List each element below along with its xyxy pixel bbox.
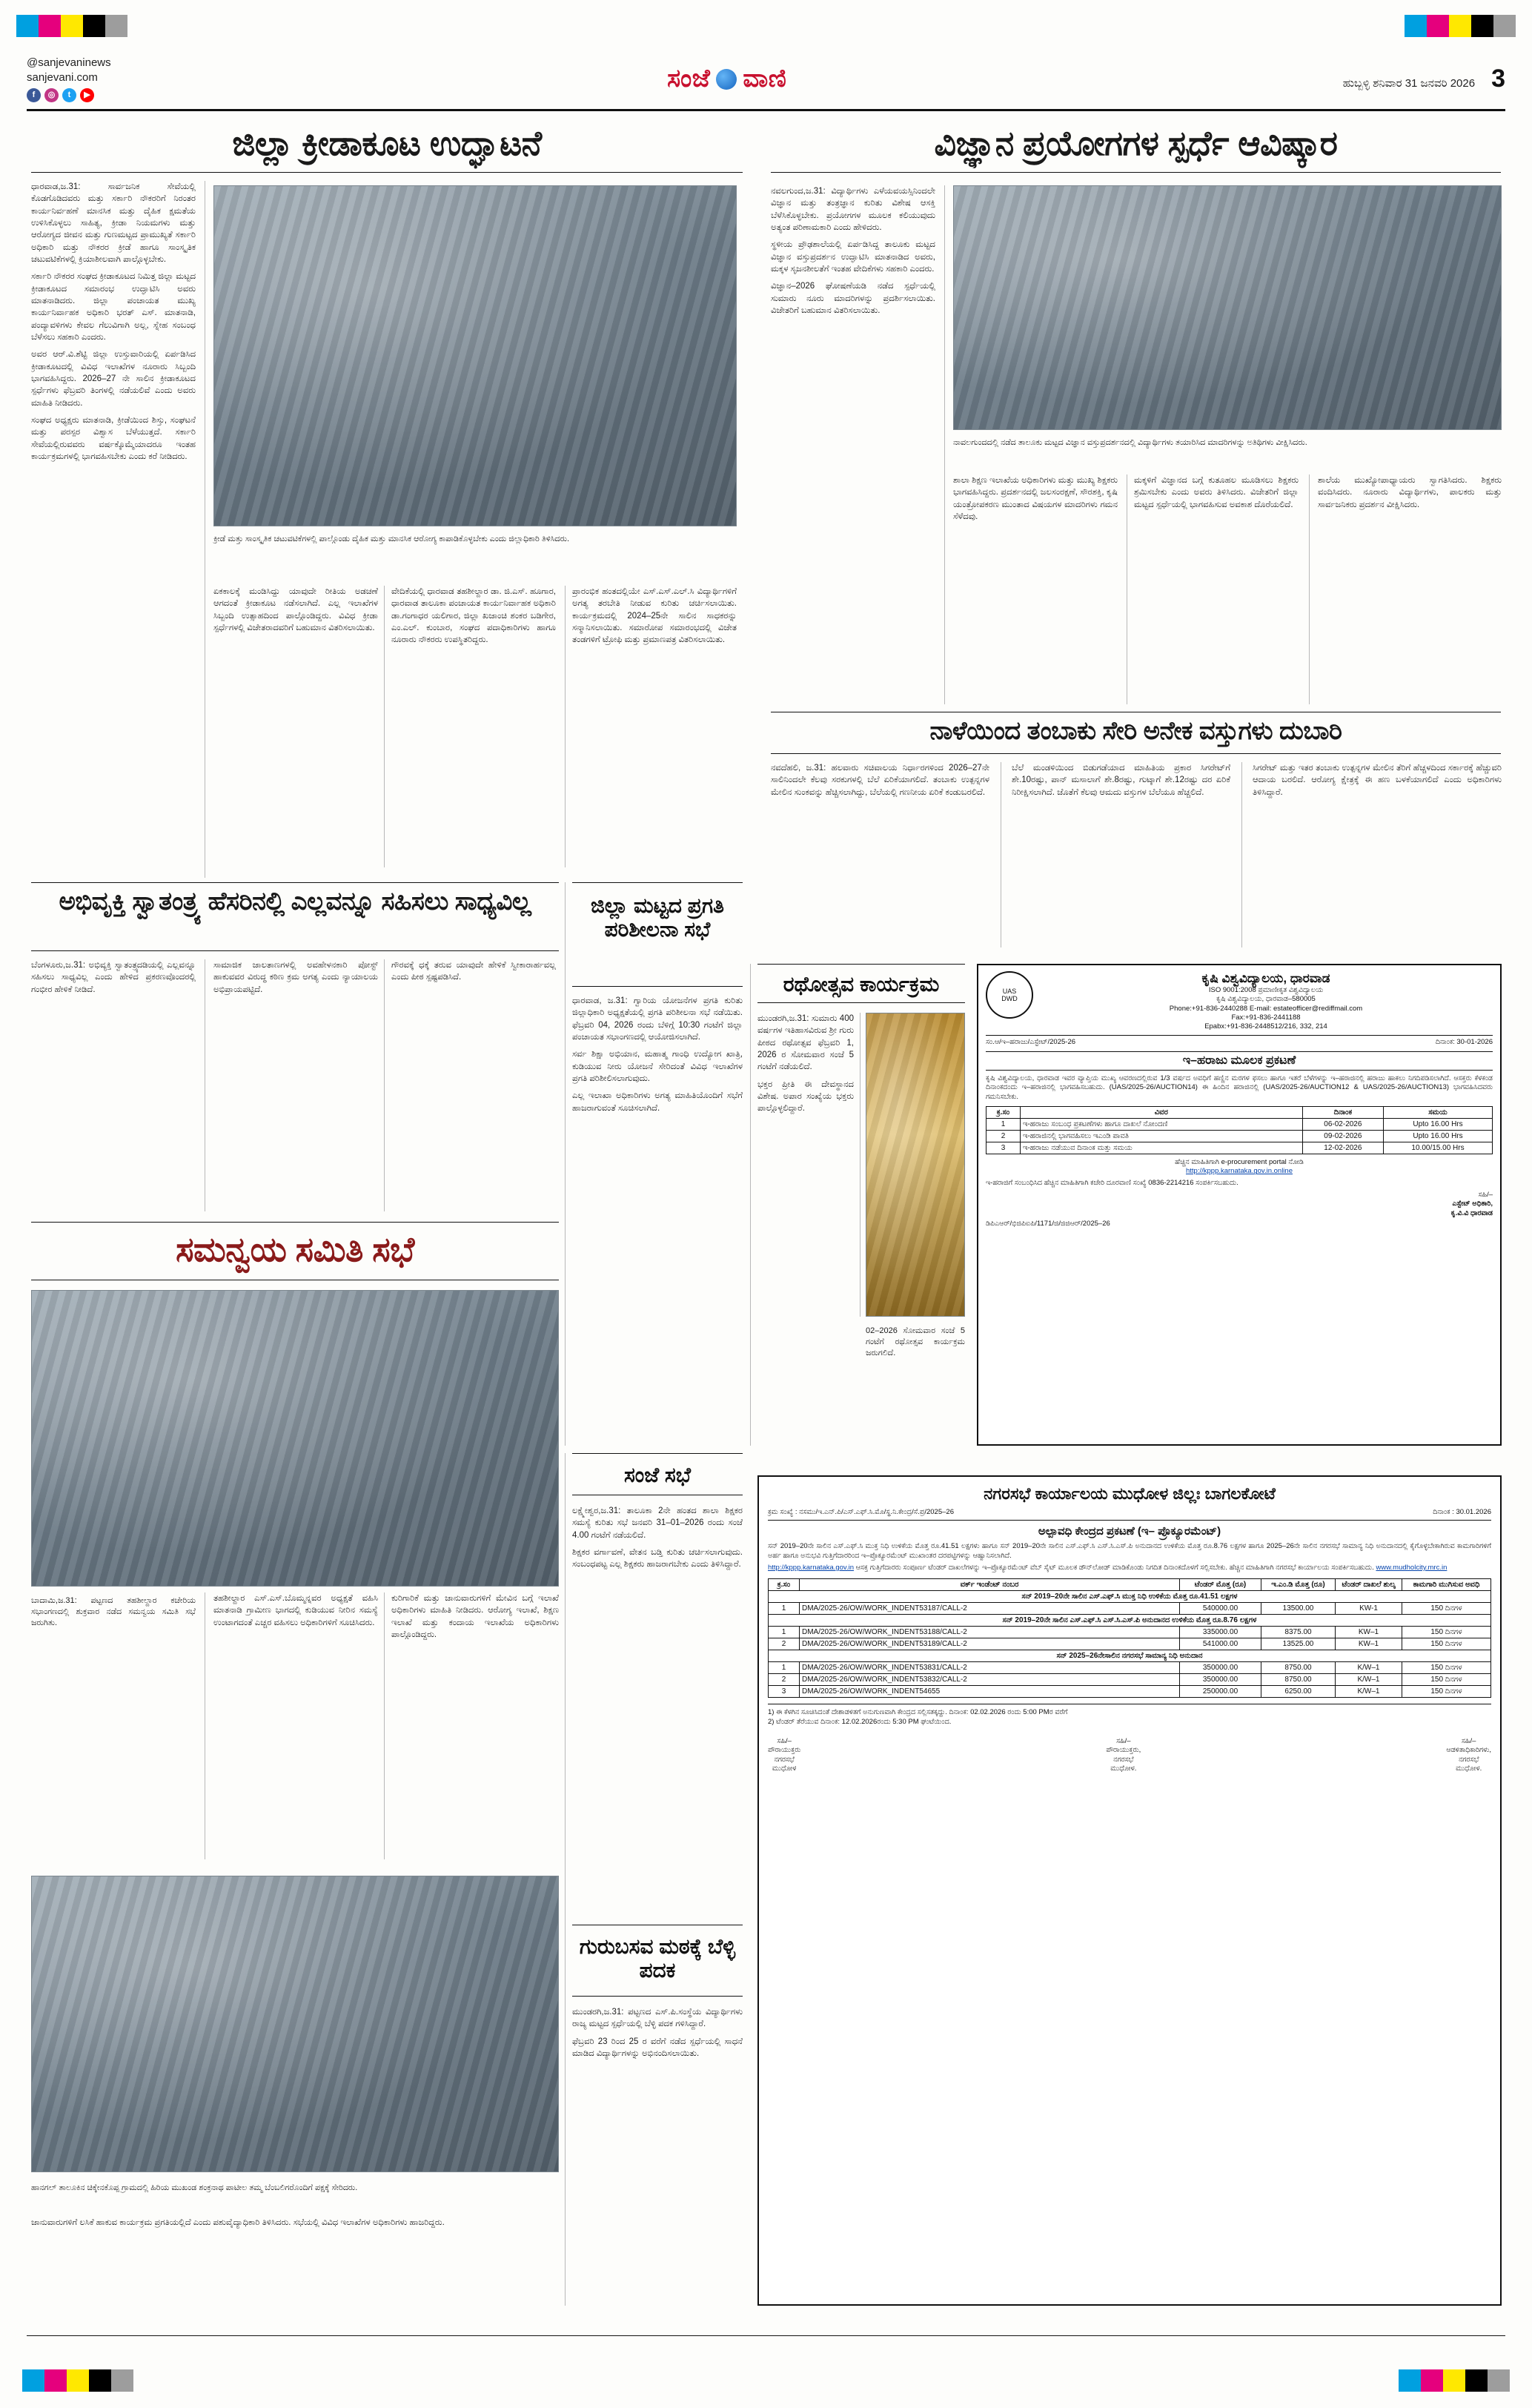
municipal-group-header xyxy=(769,1650,1491,1662)
mun-g2r1c4: KW–1 xyxy=(1336,1638,1402,1650)
story1-column-2: ಏಕಕಾಲಕ್ಕೆ ಮಂಡಿಸಿದ್ದು ಯಾವುದೇ ರೀತಿಯ ಅಡಚಣೆ ಆಗದಂತೆ ಕ್ರೀಡಾಕೂಟ ನಡೆಸಲಾಗಿದೆ. ಎಲ್ಲ ಇಲಾಖೆಗಳ ಸಿಬ್ಬಂದಿ ಉತ್ಸಾಹದಿಂದ ಪಾಲ್ಗೊಂಡಿದ್ದರು. ವಿವಿಧ ಕ್ರೀಡಾ ಸ್ಪರ್ಧೆಗಳಲ್ಲಿ ವಿಜೇತರಾದವರಿಗೆ ಬಹುಮಾನ ವಿತರಿಸಲಾಯಿತು. xyxy=(213,587,378,632)
uas-portal-link[interactable]: http://kppp.karnataka.gov.in.online xyxy=(1185,1167,1293,1176)
mun-g3r1c4: K/W–1 xyxy=(1336,1674,1402,1686)
story5-column-3: ಕುರಿಗಾರಿಕೆ ಮತ್ತು ಜಾನುವಾರುಗಳಿಗೆ ಮೇವಿನ ಬಗ್ಗೆ ಇಲಾಖೆ ಅಧಿಕಾರಿಗಳು ಮಾಹಿತಿ ನೀಡಿದರು. ಆರೋಗ್ಯ ಇಲಾಖೆ, ಶಿಕ್ಷಣ ಇಲಾಖೆ ಮತ್ತು ಕಂದಾಯ ಇಲಾಖೆಯ ಅಧಿಕಾರಿಗಳು ಪಾಲ್ಗೊಂಡಿದ್ದರು. xyxy=(391,1594,559,1639)
story2-photo-caption: ನಾವಲಗುಂದದಲ್ಲಿ ನಡೆದ ತಾಲೂಕು ಮಟ್ಟದ ವಿಜ್ಞಾನ ವಸ್ತುಪ್ರದರ್ಶನದಲ್ಲಿ ವಿದ್ಯಾರ್ಥಿಗಳು ತಯಾರಿಸಿದ ಮಾದರಿಗಳನ್ನು ಅತಿಥಿಗಳು ವೀಕ್ಷಿಸಿದರು. xyxy=(953,438,1307,447)
uas-epabx: Epabx:+91-836-2448512/216, 332, 214 xyxy=(1204,1022,1327,1031)
uas-iso-line: ISO 9001:2008 ಪ್ರಮಾಣೀಕೃತ ವಿಶ್ವವಿದ್ಯಾಲಯ xyxy=(1208,986,1324,994)
rathotsava-photo xyxy=(866,1013,965,1317)
registration-swatches-top-right xyxy=(1405,15,1516,37)
story2-photo xyxy=(953,185,1502,430)
mun-sig-m1: ಪೌರಾಯುಕ್ತರು, xyxy=(1106,1746,1141,1755)
mun-g3r2c3: 6250.00 xyxy=(1261,1686,1336,1698)
story8-column-1 xyxy=(572,2006,743,2303)
mun-g3r1c3: 8750.00 xyxy=(1261,1674,1336,1686)
story7-headline: ಸಂಜೆ ಸಭೆ xyxy=(623,1463,692,1486)
municipal-tender-table xyxy=(768,1578,1491,1698)
rathotsava-headline: ರಥೋತ್ಸವ ಕಾರ್ಯಕ್ರಮ xyxy=(783,973,940,996)
table-row xyxy=(769,1662,1491,1674)
mun-g3r1c1: DMA/2025-26/OW/WORK_INDENT53832/CALL-2 xyxy=(800,1674,1180,1686)
uas-r2c1: ಇ-ಹರಾಜು ನಡೆಯುವ ದಿನಾಂಕ ಮತ್ತು ಸಮಯ xyxy=(1020,1142,1302,1154)
municipal-url-2[interactable]: www.mudholcity.mrc.in xyxy=(1376,1564,1448,1572)
municipal-ref-no: ಕ್ರಮ ಸಂಖ್ಯೆ : ನಸಮು/ಇ.ಎನ್.ಪಿ/ಎಸ್.ಎಫ್.ಸಿ.ಮೊ/ಸ್ಥ.ನಿ.ಕೇಂದ್ರ/ಸೆ.ಪ್ರ/2025–26 xyxy=(768,1508,954,1516)
mun-group-1: ಸನ್ 2019–20ನೇ ಸಾಲಿನ ಎಸ್.ಎಫ್.ಸಿ ಮುಕ್ತ ನಿಧಿ ಉಳಿಕೆಯ ಮೊತ್ತ ರೂ.41.51 ಲಕ್ಷಗಳ xyxy=(769,1591,1491,1603)
mun-g3r1c0: 2 xyxy=(769,1674,800,1686)
story1-para-3: ಅವರ ಆರ್.ವಿ.ಶೆಟ್ಟಿ ಜಿಲ್ಲಾ ಉಸ್ತುವಾರಿಯಲ್ಲಿ ಏರ್ಪಡಿಸಿದ ಕ್ರೀಡಾಕೂಟದಲ್ಲಿ ವಿವಿಧ ಇಲಾಖೆಗಳ ನೂರಾರು ಸಿಬ್ಬಂದಿ ಭಾಗವಹಿಸಿದ್ದರು. 2026–27 ನೇ ಸಾಲಿನ ಕ್ರೀಡಾಕೂಟದ ಸ್ಪರ್ಧೆಗಳು ಫೆಬ್ರವರಿ ತಿಂಗಳಲ್ಲಿ ನಡೆಯಲಿವೆ ಎಂದು ಅವರು ಮಾಹಿತಿ ನೀಡಿದರು. xyxy=(31,350,196,408)
story1-column-1 xyxy=(31,181,196,878)
story5-photo-2 xyxy=(31,1876,559,2172)
mun-g2r0c3: 8375.00 xyxy=(1261,1627,1336,1638)
story2-para-3: ವಿಜ್ಞಾನ–2026 ಘೋಷಣೆಯಡಿ ನಡೆದ ಸ್ಪರ್ಧೆಯಲ್ಲಿ ಸುಮಾರು ನೂರು ಮಾದರಿಗಳನ್ನು ಪ್ರದರ್ಶಿಸಲಾಯಿತು. ವಿಜೇತರಿಗೆ ಬಹುಮಾನ ವಿತರಿಸಲಾಯಿತು. xyxy=(771,282,935,315)
uas-r1c1: ಇ-ಹರಾಜಿನಲ್ಲಿ ಭಾಗವಹಿಸಲು ಇಎಂಡಿ ಪಾವತಿ xyxy=(1020,1131,1302,1142)
rathotsava-column-1 xyxy=(757,1013,854,1428)
mun-g2r1c5: 150 ದಿನಗಳ xyxy=(1402,1638,1491,1650)
story1-para-2: ಸರ್ಕಾರಿ ನೌಕರರ ಸಂಘದ ಕ್ರೀಡಾಕೂಟದ ನಿಮಿತ್ತ ಜಿಲ್ಲಾ ಮಟ್ಟದ ಕ್ರೀಡಾಕೂಟದ ಸಮಾರಂಭ ಉದ್ಘಾಟಿಸಿ ಅವರು ಮಾತನಾಡಿದರು. ಜಿಲ್ಲಾ ಪಂಚಾಯತ ಮುಖ್ಯ ಕಾರ್ಯನಿರ್ವಾಹಕ ಅಧಿಕಾರಿ ಭರತ್ ಎಸ್. ಮಾತನಾಡಿ, ಪಂದ್ಯಾವಳಿಗಳು ಕೇವಲ ಗೆಲುವಿಗಾಗಿ ಅಲ್ಲ, ಸ್ನೇಹ ಸಂಬಂಧ ಬೆಳೆಸಲು ಸಹಕಾರಿ ಎಂದರು. xyxy=(31,272,196,342)
registration-swatches-top-left xyxy=(16,15,127,37)
municipal-ad-para-2: ಆಸಕ್ತ ಗುತ್ತಿಗೆದಾರರು ಸಂಪೂರ್ಣ ಟೆಂಡರ್ ದಾಖಲೆಗಳನ್ನು ಇ–ಪ್ರೊಕ್ಯೂರಮೆಂಟ್ ವೆಬ್ ಸೈಟ್ ಮೂಲಕ ಡೌನ್‌ಲೋಡ್ ಮಾಡಿಕೊಂಡು ನಿಗದಿತ ದಿನಾಂಕದೊಳಗೆ ಸಲ್ಲಿಸಬೇಕು. ಹೆಚ್ಚಿನ ಮಾಹಿತಿಗಾಗಿ ನಗರಸಭೆ ಕಾರ್ಯಾಲಯ ಸಂಪರ್ಕಿಸಬಹುದು. xyxy=(855,1564,1374,1572)
story4-column-3: ಗೌರವಕ್ಕೆ ಧಕ್ಕೆ ತರುವ ಯಾವುದೇ ಹೇಳಿಕೆ ಸ್ವೀಕಾರಾರ್ಹವಲ್ಲ ಎಂದು ಪೀಠ ಸ್ಪಷ್ಟಪಡಿಸಿದೆ. xyxy=(391,961,556,982)
mun-sig-l1: ಪೌರಾಯುಕ್ತರು xyxy=(768,1746,801,1755)
table-row xyxy=(769,1674,1491,1686)
mun-g2r1c0: 2 xyxy=(769,1638,800,1650)
masthead-right xyxy=(1343,64,1505,93)
mun-th-5: ಕಾಮಗಾರಿ ಮುಗಿಸುವ ಅವಧಿ xyxy=(1402,1579,1491,1591)
mun-g2r0c2: 335000.00 xyxy=(1180,1627,1261,1638)
uas-sign-2: ಎಸ್ಟೇಟ್ ಅಧಿಕಾರಿ, xyxy=(1452,1200,1493,1208)
table-row xyxy=(986,1142,1493,1154)
uas-th-3: ಸಮಯ xyxy=(1384,1107,1493,1119)
uas-ad-body: ಕೃಷಿ ವಿಶ್ವವಿದ್ಯಾಲಯ, ಧಾರವಾಡ ಇವರ ವ್ಯಾಪ್ತಿಯ ಮುಖ್ಯ ಆವರಣದಲ್ಲಿರುವ 1/3 ವರ್ಷದ ಅವಧಿಗೆ ಹಣ್ಣಿನ ಮರಗಳ ಫಸಲು ಹಾಗೂ ಇತರೆ ಬೆಳೆಗಳನ್ನು ಇ–ಹರಾಜಿನಲ್ಲಿ ಹರಾಜು ಹಾಕಲು ನಿಗದಿಪಡಿಸಲಾಗಿದೆ. ಆಸಕ್ತರು ಕೆಳಕಂಡ ದಿನಾಂಕದಂದು ಇ–ಹರಾಜಿನಲ್ಲಿ ಭಾಗವಹಿಸಬಹುದು. (UAS/2025-26/AUCTION14) ಈ ಹಿಂದಿನ ಹರಾಜಿನಲ್ಲಿ (UAS/2025-26/AUCTION12 & UAS/2025-26/AUCTION13) ಭಾಗವಹಿಸಿದವರು ಗಮನಿಸಬೇಕು. xyxy=(986,1074,1493,1101)
municipal-group-header xyxy=(769,1615,1491,1627)
mun-g3r2c1: DMA/2025-26/OW/WORK_INDENT54655 xyxy=(800,1686,1180,1698)
mun-g3r2c4: K/W–1 xyxy=(1336,1686,1402,1698)
mun-g2r0c0: 1 xyxy=(769,1627,800,1638)
municipal-url-1[interactable]: http://kppp.karnataka.gov.in xyxy=(768,1564,855,1572)
social-handle: @sanjevaninews xyxy=(27,56,111,69)
mun-g1r0c0: 1 xyxy=(769,1603,800,1615)
mun-g2r1c2: 541000.00 xyxy=(1180,1638,1261,1650)
table-row xyxy=(986,1131,1493,1142)
story1-headline: ಜಿಲ್ಲಾ ಕ್ರೀಡಾಕೂಟ ಉದ್ಘಾಟನೆ xyxy=(232,124,542,162)
municipal-signature-mid xyxy=(1106,1737,1141,1773)
mun-sig-l3: ಮುಧೋಳ xyxy=(772,1764,797,1773)
municipal-signature-right xyxy=(1446,1737,1491,1773)
uas-note-1: ಹೆಚ್ಚಿನ ಮಾಹಿತಿಗಾಗಿ e-procurement portal ನೋಡಿ xyxy=(1175,1158,1304,1167)
uas-footer-note: ಡಿಪಿಎಆರ್/ಭಿಜಿಪಿಐಪಿ/1171/ಜಿ/ಜಿಜಿಆರ್/2025–26 xyxy=(986,1220,1110,1228)
story2-column-3: ಮಕ್ಕಳಿಗೆ ವಿಜ್ಞಾನದ ಬಗ್ಗೆ ಕುತೂಹಲ ಮೂಡಿಸಲು ಶಿಕ್ಷಕರು ಶ್ರಮಿಸಬೇಕು ಎಂದು ಅವರು ತಿಳಿಸಿದರು. ವಿಜೇತರಿಗೆ ಜಿಲ್ಲಾ ಮಟ್ಟದ ಸ್ಪರ್ಧೆಯಲ್ಲಿ ಭಾಗವಹಿಸುವ ಅವಕಾಶ ದೊರೆಯಲಿದೆ. xyxy=(1134,476,1299,509)
edition-dateline: ಹುಬ್ಬಳ್ಳಿ ಶನಿವಾರ 31 ಜನವರಿ 2026 xyxy=(1342,77,1476,90)
story1-column-3: ವೇದಿಕೆಯಲ್ಲಿ ಧಾರವಾಡ ತಹಶೀಲ್ದಾರ ಡಾ. ಜಿ.ಎಸ್. ಹೂಗಾರ, ಧಾರವಾಡ ತಾಲೂಕಾ ಪಂಚಾಯತ ಕಾರ್ಯನಿರ್ವಾಹಕ ಅಧಿಕಾರಿ ಡಾ.ಗಂಗಾಧರ ಯಲಿಗಾರ, ಜಿಲ್ಲಾ ಖಜಾಂಚಿ ಶಂಕರ ಬಡಿಗೇರ, ಎಂ.ಎಲ್. ಕುಂಬಾರ, ಸಂಘದ ಪದಾಧಿಕಾರಿಗಳು ಹಾಗೂ ನೂರಾರು ನೌಕರರು ಉಪಸ್ಥಿತರಿದ್ದರು. xyxy=(391,587,556,645)
story7-column-1 xyxy=(572,1505,743,1891)
masthead-left xyxy=(27,56,111,103)
mun-g3r0c3: 8750.00 xyxy=(1261,1662,1336,1674)
table-row xyxy=(769,1603,1491,1615)
mun-g3r0c1: DMA/2025-26/OW/WORK_INDENT53831/CALL-2 xyxy=(800,1662,1180,1674)
mun-th-3: ಇ.ಎಂ.ಡಿ ಮೊತ್ತ (ರೂ) xyxy=(1261,1579,1336,1591)
mun-sig-r3: ಮುಧೋಳ. xyxy=(1456,1764,1482,1773)
mun-g3r2c5: 150 ದಿನಗಳ xyxy=(1402,1686,1491,1698)
story3-column-1: ನವದೆಹಲಿ, ಜ.31: ಹಲವಾರು ಸಚಿವಾಲಯ ನಿರ್ಧಾರಗಳಿಂದ 2026–27ನೇ ಸಾಲಿನಿಂದಲೇ ಕೆಲವು ಸರಕುಗಳಲ್ಲಿ ಬೆಲೆ ಏರಿಕೆಯಾಗಲಿದೆ. ತಂಬಾಕು ಉತ್ಪನ್ನಗಳ ಮೇಲಿನ ಸುಂಕವನ್ನು ಹೆಚ್ಚಿಸಲಾಗಿದ್ದು, ಬೆಲೆಯಲ್ಲಿ ಗಣನೀಯ ಏರಿಕೆ ಕಂಡುಬರಲಿದೆ. xyxy=(771,764,989,797)
story2-para-1: ನವಲಗುಂದ,ಜ.31: ವಿದ್ಯಾರ್ಥಿಗಳು ಎಳೆಯವಯಸ್ಸಿನಿಂದಲೇ ವಿಜ್ಞಾನ ಮತ್ತು ತಂತ್ರಜ್ಞಾನ ಕುರಿತು ವಿಶೇಷ ಆಸಕ್ತಿ ಬೆಳೆಸಿಕೊಳ್ಳಬೇಕು. ಪ್ರಯೋಗಗಳ ಮೂಲಕ ಕಲಿಯುವುದು ಅತ್ಯಂತ ಪರಿಣಾಮಕಾರಿ ಎಂದು ಹೇಳಿದರು. xyxy=(771,187,935,232)
mun-g1r0c2: 540000.00 xyxy=(1180,1603,1261,1615)
uas-r0c0: 1 xyxy=(986,1119,1021,1131)
municipal-note-1: 1) ಈ ಕೆಳಗಿನ ಸೂಚಿಸಿದಂತೆ ದೇಶಾಡಳಿತಗೆ ಅನುಗುಣವಾಗಿ ಕೇಂದ್ರದ ಸಲ್ಲಿಸತಕ್ಕದ್ದು. ದಿನಾಂಕ: 02.02.2026 ರಂದು 5:00 PMರ ವರೆಗೆ xyxy=(768,1708,1068,1717)
uas-phone: Phone:+91-836-2440288 E-mail: estateofficer@rediffmail.com xyxy=(1169,1004,1363,1013)
uas-r0c3: Upto 16.00 Hrs xyxy=(1384,1119,1493,1131)
table-row xyxy=(769,1686,1491,1698)
story6-headline: ಜಿಲ್ಲಾ ಮಟ್ಟದ ಪ್ರಗತಿ ಪರಿಶೀಲನಾ ಸಭೆ xyxy=(591,894,724,942)
mun-group-2: ಸನ್ 2019–20ನೇ ಸಾಲಿನ ಎಸ್.ಎಫ್.ಸಿ ಎಸ್.ಸಿ.ಎಸ್.ಪಿ ಅನುದಾನದ ಉಳಿಕೆಯ ಮೊತ್ತ ರೂ.8.76 ಲಕ್ಷಗಳ xyxy=(769,1615,1491,1627)
municipal-group-header xyxy=(769,1591,1491,1603)
story1-photo xyxy=(213,185,737,526)
page-number: 3 xyxy=(1491,64,1505,93)
mun-g2r1c1: DMA/2025-26/OW/WORK_INDENT53189/CALL-2 xyxy=(800,1638,1180,1650)
mun-g1r0c4: KW-1 xyxy=(1336,1603,1402,1615)
mun-g2r0c1: DMA/2025-26/OW/WORK_INDENT53188/CALL-2 xyxy=(800,1627,1180,1638)
municipal-signature-left xyxy=(768,1737,800,1773)
uas-date: ದಿನಾಂಕ: 30-01-2026 xyxy=(1435,1037,1493,1046)
story1-para-4: ಸಂಘದ ಅಧ್ಯಕ್ಷರು ಮಾತನಾಡಿ, ಕ್ರೀಡೆಯಿಂದ ಶಿಸ್ತು, ಸಂಘಟನೆ ಮತ್ತು ಪರಸ್ಪರ ವಿಶ್ವಾಸ ಬೆಳೆಯುತ್ತದೆ. ಸರ್ಕಾರಿ ಸೇವೆಯಲ್ಲಿರುವವರು ವರ್ಷಕ್ಕೊಮ್ಮೆಯಾದರೂ ಇಂತಹ ಕಾರ್ಯಕ್ರಮಗಳಲ್ಲಿ ಭಾಗವಹಿಸಬೇಕು ಎಂದು ಕರೆ ನೀಡಿದರು. xyxy=(31,415,196,461)
story1-para-1: ಧಾರವಾಡ,ಜ.31: ಸಾರ್ವಜನಿಕ ಸೇವೆಯಲ್ಲಿ ಕೊಡಗೊಡಿದವರು ಮತ್ತು ಸರ್ಕಾರಿ ನೌಕರರಿಗೆ ನಿರಂತರ ಕಾರ್ಯನಿರ್ವಹಣೆ ಮಾನಸಿಕ ಮತ್ತು ದೈಹಿಕ ಕ್ಷಮತೆಯ ಉಳಿಸಿಕೊಳ್ಳಲು ಸಾಹಿತ್ಯ, ಕ್ರೀಡಾ ನಿಯಮಗಳು ಮತ್ತು ಆರೋಗ್ಯದ ಜೀವನ ಮತ್ತು ಗುಣಮಟ್ಟದ ಪ್ರಾಮುಖ್ಯತೆ ಸರ್ಕಾರಿ ಅಧಿಕಾರಿ ಮತ್ತು ನೌಕರರ ಕ್ರೀಡೆ ಹಾಗೂ ಸಾಂಸ್ಕೃತಿಕ ಚಟುವಟಿಕೆಗಳಲ್ಲಿ ಕ್ರಿಯಾಶೀಲವಾಗಿ ಪಾಲ್ಗೊಳ್ಳಬೇಕು. xyxy=(31,182,196,264)
story2-para-2: ಸ್ಥಳೀಯ ಪ್ರೌಢಶಾಲೆಯಲ್ಲಿ ಏರ್ಪಡಿಸಿದ್ದ ತಾಲೂಕು ಮಟ್ಟದ ವಿಜ್ಞಾನ ವಸ್ತುಪ್ರದರ್ಶನ ಉದ್ಘಾಟಿಸಿ ಮಾತನಾಡಿದ ಅವರು, ಮಕ್ಕಳ ಸೃಜನಶೀಲತೆಗೆ ಇಂತಹ ವೇದಿಕೆಗಳು ಸಹಕಾರಿ ಎಂದರು. xyxy=(771,240,935,274)
uas-r0c2: 06-02-2026 xyxy=(1302,1119,1383,1131)
mun-g3r1c5: 150 ದಿನಗಳ xyxy=(1402,1674,1491,1686)
story5-column-4: ಜಾನುವಾರುಗಳಿಗೆ ಲಸಿಕೆ ಹಾಕುವ ಕಾರ್ಯಕ್ರಮ ಪ್ರಗತಿಯಲ್ಲಿದೆ ಎಂದು ಪಶುವೈದ್ಯಾಧಿಕಾರಿ ತಿಳಿಸಿದರು. ಸಭೆಯಲ್ಲಿ ವಿವಿಧ ಇಲಾಖೆಗಳ ಅಧಿಕಾರಿಗಳು ಹಾಜರಿದ್ದರು. xyxy=(31,2218,445,2227)
story3-column-3: ಸಿಗರೇಟ್ ಮತ್ತು ಇತರ ತಂಬಾಕು ಉತ್ಪನ್ನಗಳ ಮೇಲಿನ ತೆರಿಗೆ ಹೆಚ್ಚಳದಿಂದ ಸರ್ಕಾರಕ್ಕೆ ಹೆಚ್ಚುವರಿ ಆದಾಯ ಬರಲಿದೆ. ಆರೋಗ್ಯ ಕ್ಷೇತ್ರಕ್ಕೆ ಈ ಹಣ ಬಳಕೆಯಾಗಲಿದೆ ಎಂದು ಅಧಿಕಾರಿಗಳು ತಿಳಿಸಿದ್ದಾರೆ. xyxy=(1253,764,1502,797)
mun-sig-m3: ಮುಧೋಳ. xyxy=(1110,1764,1137,1773)
story6-column-1 xyxy=(572,995,743,1440)
mun-sig-m2: ನಗರಸಭೆ xyxy=(1113,1755,1134,1764)
mun-g3r2c0: 3 xyxy=(769,1686,800,1698)
mun-g3r0c5: 150 ದಿನಗಳ xyxy=(1402,1662,1491,1674)
instagram-icon[interactable]: ◎ xyxy=(44,88,59,102)
uas-th-1: ವಿವರ xyxy=(1020,1107,1302,1119)
globe-icon xyxy=(716,69,737,90)
uas-ad-title: ಇ–ಹರಾಜು ಮೂಲಕ ಪ್ರಕಟಣೆ xyxy=(986,1051,1493,1071)
table-row xyxy=(769,1627,1491,1638)
story7-para-1: ಲಕ್ಷ್ಮೇಶ್ವರ,ಜ.31: ತಾಲೂಕಾ 2ನೇ ಹಂತದ ಶಾಲಾ ಶಿಕ್ಷಕರ ಸಮಸ್ಯೆ ಕುರಿತು ಸಭೆ ಜನವರಿ 31–01–2026 ರಂದು ಸಂಜೆ 4.00 ಗಂಟೆಗೆ ನಡೆಯಲಿದೆ. xyxy=(572,1506,743,1540)
municipal-note-2: 2) ಟೆಂಡರ್ ತೆರೆಯುವ ದಿನಾಂಕ: 12.02.2026ರಂದು 5:30 PM ಘಂಟೆಯಿಂದ. xyxy=(768,1717,952,1726)
story5-photo-caption: ಬಾದಾಮಿ,ಜ.31: ಪಟ್ಟಣದ ತಹಶೀಲ್ದಾರ ಕಚೇರಿಯ ಸಭಾಂಗಣದಲ್ಲಿ ಶುಕ್ರವಾರ ನಡೆದ ಸಮನ್ವಯ ಸಮಿತಿ ಸಭೆ ಜರುಗಿತು. xyxy=(31,1596,196,1628)
registration-swatches-bottom-left xyxy=(22,2369,133,2392)
mun-g1r0c3: 13500.00 xyxy=(1261,1603,1336,1615)
mun-sig-r1: ಆಡಳಿತಾಧಿಕಾರಿಗಳು, xyxy=(1446,1746,1491,1755)
story6-para-2: ಸರ್ವ ಶಿಕ್ಷಾ ಅಭಿಯಾನ, ಮಹಾತ್ಮ ಗಾಂಧಿ ಉದ್ಯೋಗ ಖಾತ್ರಿ, ಕುಡಿಯುವ ನೀರು ಯೋಜನೆ ಸೇರಿದಂತೆ ವಿವಿಧ ಇಲಾಖೆಗಳ ಪ್ರಗತಿ ಪರಿಶೀಲಿಸಲಾಗುವುದು. xyxy=(572,1050,743,1083)
story4-column-1: ಬೆಂಗಳೂರು,ಜ.31: ಅಭಿವ್ಯಕ್ತಿ ಸ್ವಾತಂತ್ರ್ಯದಡಿಯಲ್ಲಿ ಎಲ್ಲವನ್ನೂ ಸಹಿಸಲು ಸಾಧ್ಯವಿಲ್ಲ ಎಂದು ಹೇಳಿದ ಪ್ರಕರಣವೊಂದರಲ್ಲಿ ಗಂಭೀರ ಹೇಳಿಕೆ ನೀಡಿದೆ. xyxy=(31,961,196,994)
social-icons xyxy=(27,88,111,102)
story7-para-2: ಶಿಕ್ಷಕರ ವರ್ಗಾವಣೆ, ವೇತನ ಬಡ್ತಿ ಕುರಿತು ಚರ್ಚಿಸಲಾಗುವುದು. ಸಂಬಂಧಪಟ್ಟ ಎಲ್ಲ ಶಿಕ್ಷಕರು ಹಾಜರಾಗಬೇಕು ಎಂದು ತಿಳಿಸಿದ್ದಾರೆ. xyxy=(572,1547,743,1570)
mun-g3r0c4: K/W–1 xyxy=(1336,1662,1402,1674)
uas-table-header-row xyxy=(986,1107,1493,1119)
municipal-table-header-row xyxy=(769,1579,1491,1591)
story3-column-2: ಬೆಲೆ ಮಂಡಳಿಯಿಂದ ಬಿಡುಗಡೆಯಾದ ಮಾಹಿತಿಯ ಪ್ರಕಾರ ಸಿಗರೇಟ್‌ಗೆ ಶೇ.10ರಷ್ಟು, ಪಾನ್ ಮಸಾಲಾಗೆ ಶೇ.8ರಷ್ಟು, ಗುಟ್ಕಾಗೆ ಶೇ.12ರಷ್ಟು ದರ ಏರಿಕೆ ನಿರೀಕ್ಷಿಸಲಾಗಿದೆ. ಜೊತೆಗೆ ಕೆಲವು ಆಮದು ವಸ್ತುಗಳ ಬೆಲೆಯೂ ಹೆಚ್ಚಲಿದೆ. xyxy=(1012,764,1230,797)
table-row xyxy=(769,1638,1491,1650)
uas-sign-1: ಸಹಿ/– xyxy=(1478,1191,1493,1200)
mun-g2r0c5: 150 ದಿನಗಳ xyxy=(1402,1627,1491,1638)
story5-photo xyxy=(31,1290,559,1587)
mun-g3r0c2: 350000.00 xyxy=(1180,1662,1261,1674)
story4-headline: ಅಭಿವೃಕ್ತಿ ಸ್ವಾತಂತ್ರ್ಯ ಹೆಸರಿನಲ್ಲಿ ಎಲ್ಲವನ್ನೂ ಸಹಿಸಲು ಸಾಧ್ಯವಿಲ್ಲ xyxy=(59,887,531,916)
table-row xyxy=(986,1119,1493,1131)
municipal-ad-title: ನಗರಸಭೆ ಕಾರ್ಯಾಲಯ ಮುಧೋಳ ಜಿಲ್ಲಃ ಬಾಗಲಕೋಟೆ xyxy=(984,1484,1276,1503)
rathotsava-photo-caption: 02–2026 ಸೋಮವಾರ ಸಂಜೆ 5 ಗಂಟೆಗೆ ರಥೋತ್ಸವ ಕಾರ್ಯಕ್ರಮ ಜರುಗಲಿದೆ. xyxy=(866,1326,965,1358)
uas-emblem-icon: UAS DWD xyxy=(986,971,1033,1019)
uas-th-0: ಕ್ರ.ಸಂ xyxy=(986,1107,1021,1119)
story3-headline: ನಾಳೆಯಿಂದ ತಂಬಾಕು ಸೇರಿ ಅನೇಕ ವಸ್ತುಗಳು ದುಬಾರಿ xyxy=(929,717,1342,745)
mun-th-4: ಟೆಂಡರ್ ದಾಖಲೆ ಶುಲ್ಕ xyxy=(1336,1579,1402,1591)
mun-sig-l0: ಸಹಿ/– xyxy=(777,1737,792,1746)
mun-group-3: ಸನ್ 2025–26ನೇಸಾಲಿನ ನಗರಸಭೆ ಸಾಮಾನ್ಯ ನಿಧಿ ಅನುದಾನ xyxy=(769,1650,1491,1662)
story2-headline: ವಿಜ್ಞಾನ ಪ್ರಯೋಗಗಳ ಸ್ಪರ್ಧೆ ಆವಿಷ್ಕಾರ xyxy=(934,124,1338,162)
newspaper-logo xyxy=(667,64,786,93)
mun-sig-l2: ನಗರಸಭೆ xyxy=(774,1755,795,1764)
uas-address: ಕೃಷಿ ವಿಶ್ವವಿದ್ಯಾಲಯ, ಧಾರವಾಡ–580005 xyxy=(1216,995,1316,1004)
uas-th-2: ದಿನಾಂಕ xyxy=(1302,1107,1383,1119)
mun-g2r1c3: 13525.00 xyxy=(1261,1638,1336,1650)
municipal-ad-subtitle: ಅಲ್ಪಾವಧಿ ಕೇಂದ್ರದ ಪ್ರಕಟಣೆ (ಇ– ಪ್ರೊಕ್ಯೂರಮೆಂಟ್) xyxy=(1038,1525,1221,1538)
story8-para-1: ಮುಂಡರಗಿ,ಜ.31: ಪಟ್ಟಣದ ಎಸ್.ಪಿ.ಸಂಸ್ಥೆಯ ವಿದ್ಯಾರ್ಥಿಗಳು ರಾಜ್ಯ ಮಟ್ಟದ ಸ್ಪರ್ಧೆಯಲ್ಲಿ ಬೆಳ್ಳಿ ಪದಕ ಗಳಿಸಿದ್ದಾರೆ. xyxy=(572,2008,743,2029)
uas-fax: Fax:+91-836-2441188 xyxy=(1231,1013,1301,1022)
uas-org-name: ಕೃಷಿ ವಿಶ್ವವಿದ್ಯಾಲಯ, ಧಾರವಾಡ xyxy=(1201,971,1330,985)
mun-sig-m0: ಸಹಿ/– xyxy=(1116,1737,1131,1746)
uas-r2c3: 10.00/15.00 Hrs xyxy=(1384,1142,1493,1154)
uas-r1c0: 2 xyxy=(986,1131,1021,1142)
story1-column-4: ಪ್ರಾರಂಭಿಕ ಹಂತದಲ್ಲಿಯೇ ಎಸ್.ಎಸ್.ಎಲ್.ಸಿ ವಿದ್ಯಾರ್ಥಿಗಳಿಗೆ ಅಗತ್ಯ ತರಬೇತಿ ನೀಡುವ ಕುರಿತು ಚರ್ಚಿಸಲಾಯಿತು. ಕಾರ್ಯಕ್ರಮದಲ್ಲಿ 2024–25ನೇ ಸಾಲಿನ ಸಾಧಕರನ್ನು ಸನ್ಮಾನಿಸಲಾಯಿತು. ಸಮಾರೋಪ ಸಮಾರಂಭದಲ್ಲಿ ವಿಜೇತ ತಂಡಗಳಿಗೆ ಟ್ರೋಫಿ ಮತ್ತು ಪ್ರಮಾಣಪತ್ರ ವಿತರಿಸಲಾಯಿತು. xyxy=(572,587,737,645)
mun-g1r0c1: DMA/2025-26/OW/WORK_INDENT53187/CALL-2 xyxy=(800,1603,1180,1615)
mun-g2r0c4: KW–1 xyxy=(1336,1627,1402,1638)
uas-advertisement xyxy=(977,964,1502,1446)
rathotsava-para-1: ಮುಂಡರಗಿ,ಜ.31: ಸುಮಾರು 400 ವರ್ಷಗಳ ಇತಿಹಾಸವಿರುವ ಶ್ರೀ ಗುರು ಪೀಠದ ರಥೋತ್ಸವ ಫೆಬ್ರವರಿ 1, 2026 ರ ಸೋಮವಾರ ಸಂಜೆ 5 ಗಂಟೆಗೆ ನಡೆಯಲಿದೆ. xyxy=(757,1014,854,1072)
municipal-advertisement xyxy=(757,1475,1502,2306)
logo-text-right: ವಾಣಿ xyxy=(743,64,787,93)
municipal-date: ದಿನಾಂಕ : 30.01.2026 xyxy=(1433,1508,1491,1516)
story2-column-2: ಶಾಲಾ ಶಿಕ್ಷಣ ಇಲಾಖೆಯ ಅಧಿಕಾರಿಗಳು ಮತ್ತು ಮುಖ್ಯ ಶಿಕ್ಷಕರು ಭಾಗವಹಿಸಿದ್ದರು. ಪ್ರದರ್ಶನದಲ್ಲಿ ಜಲಸಂರಕ್ಷಣೆ, ಸೌರಶಕ್ತಿ, ಕೃಷಿ ಯಂತ್ರೋಪಕರಣ ಮುಂತಾದ ವಿಷಯಗಳ ಮಾದರಿಗಳು ಗಮನ ಸೆಳೆದವು. xyxy=(953,476,1118,521)
uas-r2c2: 12-02-2026 xyxy=(1302,1142,1383,1154)
youtube-icon[interactable]: ▶ xyxy=(80,88,94,102)
uas-schedule-table xyxy=(986,1106,1493,1154)
uas-r0c1: ಇ-ಹರಾಜು ಸಂಬಂಧ ಪ್ರಕಟಣೆಗಳು ಹಾಗೂ ದಾಖಲೆ ನೋಂದಣಿ xyxy=(1020,1119,1302,1131)
mun-th-1: ವರ್ಕ್ ಇಂಡೆಂಟ್ ನಂಬರ xyxy=(800,1579,1180,1591)
rathotsava-para-2: ಭಕ್ತರ ಪ್ರೀತಿ ಈ ದೇವಸ್ಥಾನದ ವಿಶೇಷ. ಅಪಾರ ಸಂಖ್ಯೆಯ ಭಕ್ತರು ಪಾಲ್ಗೊಳ್ಳಲಿದ್ದಾರೆ. xyxy=(757,1079,854,1114)
uas-r1c3: Upto 16.00 Hrs xyxy=(1384,1131,1493,1142)
story2-column-4: ಶಾಲೆಯ ಮುಖ್ಯೋಪಾಧ್ಯಾಯರು ಸ್ವಾಗತಿಸಿದರು. ಶಿಕ್ಷಕರು ವಂದಿಸಿದರು. ನೂರಾರು ವಿದ್ಯಾರ್ಥಿಗಳು, ಪಾಲಕರು ಮತ್ತು ಸಾರ್ವಜನಿಕರು ಪ್ರದರ್ಶನ ವೀಕ್ಷಿಸಿದರು. xyxy=(1318,476,1502,509)
story5-column-2: ತಹಶೀಲ್ದಾರ ಎಸ್.ಎಸ್.ಬೊಮ್ಮನ್ನವರ ಅಧ್ಯಕ್ಷತೆ ವಹಿಸಿ ಮಾತನಾಡಿ ಗ್ರಾಮೀಣ ಭಾಗದಲ್ಲಿ ಕುಡಿಯುವ ನೀರಿನ ಸಮಸ್ಯೆ ಉಂಟಾಗದಂತೆ ಎಚ್ಚರ ವಹಿಸಲು ಅಧಿಕಾರಿಗಳಿಗೆ ಸೂಚಿಸಿದರು. xyxy=(213,1594,378,1627)
story6-para-1: ಧಾರವಾಡ, ಜ.31: ಗ್ವಾರಿಯ ಯೋಜನೆಗಳ ಪ್ರಗತಿ ಕುರಿತು ಜಿಲ್ಲಾಧಿಕಾರಿ ಅಧ್ಯಕ್ಷತೆಯಲ್ಲಿ ಪ್ರಗತಿ ಪರಿಶೀಲನಾ ಸಭೆ ನಡೆಯಿತು. ಫೆಬ್ರವರಿ 04, 2026 ರಂದು ಬೆಳಿಗ್ಗೆ 10:30 ಗಂಟೆಗೆ ಜಿಲ್ಲಾ ಪಂಚಾಯತ ಸಭಾಂಗಣದಲ್ಲಿ ಆಯೋಜಿಸಲಾಗಿದೆ. xyxy=(572,996,743,1042)
masthead xyxy=(27,53,1505,111)
story6-para-3: ಎಲ್ಲ ಇಲಾಖಾ ಅಧಿಕಾರಿಗಳು ಅಗತ್ಯ ಮಾಹಿತಿಯೊಂದಿಗೆ ಸಭೆಗೆ ಹಾಜರಾಗುವಂತೆ ಸೂಚಿಸಲಾಗಿದೆ. xyxy=(572,1091,743,1113)
story5-headline: ಸಮನ್ವಯ ಸಮಿತಿ ಸಭೆ xyxy=(176,1230,414,1268)
mun-g1r0c5: 150 ದಿನಗಳ xyxy=(1402,1603,1491,1615)
mun-sig-r0: ಸಹಿ/– xyxy=(1461,1737,1476,1746)
uas-r1c2: 09-02-2026 xyxy=(1302,1131,1383,1142)
uas-ref-no: ಸಂ.ಆ/ಇ–ಹರಾಜು/ಎಸ್ಟೇಟ್/2025-26 xyxy=(986,1037,1076,1046)
mun-g3r2c2: 250000.00 xyxy=(1180,1686,1261,1698)
uas-sign-3: ಕೃ.ವಿ.ವಿ ಧಾರವಾಡ xyxy=(1450,1208,1493,1217)
story8-headline: ಗುರುಬಸವ ಮಠಕ್ಕೆ ಬೆಳ್ಳಿ ಪದಕ xyxy=(579,1935,736,1982)
registration-swatches-bottom-right xyxy=(1399,2369,1510,2392)
story4-column-2: ಸಾಮಾಜಿಕ ಜಾಲತಾಣಗಳಲ್ಲಿ ಅವಹೇಳನಕಾರಿ ಪೋಸ್ಟ್ ಹಾಕುವವರ ವಿರುದ್ಧ ಕಠಿಣ ಕ್ರಮ ಅಗತ್ಯ ಎಂದು ನ್ಯಾಯಾಲಯ ಅಭಿಪ್ರಾಯಪಟ್ಟಿದೆ. xyxy=(213,961,378,994)
facebook-icon[interactable]: f xyxy=(27,88,41,102)
uas-note-2: ಇ-ಹರಾಜಿಗೆ ಸಂಬಂಧಿಸಿದ ಹೆಚ್ಚಿನ ಮಾಹಿತಿಗಾಗಿ ಕಚೇರಿ ದೂರವಾಣಿ ಸಂಖ್ಯೆ 0836-2214216 ಸಂಪರ್ಕಿಸಬಹುದು. xyxy=(986,1178,1238,1187)
mun-g3r0c0: 1 xyxy=(769,1662,800,1674)
mun-th-2: ಟೆಂಡರ್ ಮೊತ್ತ (ರೂ) xyxy=(1180,1579,1261,1591)
mun-sig-r2: ನಗರಸಭೆ xyxy=(1458,1755,1479,1764)
mun-th-0: ಕ್ರ.ಸಂ xyxy=(769,1579,800,1591)
municipal-ad-para-1: ಸನ್ 2019–20ನೇ ಸಾಲಿನ ಎಸ್.ಎಫ್.ಸಿ ಮುಕ್ತ ನಿಧಿ ಉಳಿಕೆಯ ಮೊತ್ತ ರೂ.41.51 ಲಕ್ಷಗಳು ಹಾಗೂ ಸನ್ 2019–20ನೇ ಸಾಲಿನ ಎಸ್.ಎಫ್.ಸಿ ಎಸ್.ಸಿ.ಎಸ್.ಪಿ ಅನುದಾನದ ಉಳಿಕೆಯ ಮೊತ್ತ ರೂ.8.76 ಲಕ್ಷಗಳ ಹಾಗೂ 2025–26ನೇ ಸಾಲಿನ ನಗರಸಭೆ ಸಾಮಾನ್ಯ ನಿಧಿ ಅನುದಾನದಲ್ಲಿ ಕೈಗೊಳ್ಳಬೇಕಾಗಿರುವ ಕಾಮಗಾರಿಗಳಿಗೆ ಅರ್ಹ ಹಾಗೂ ಅನುಭವಿ ಗುತ್ತಿಗೆದಾರರಿಂದ ಇ–ಪ್ರೊಕ್ಯೂರಮೆಂಟ್ ಮುಖಾಂತರ ದರಪಟ್ಟಿಗಳನ್ನು ಆಹ್ವಾನಿಸಲಾಗಿದೆ. xyxy=(768,1542,1491,1560)
story5-photo2-caption: ಹಾನಗಲ್ ತಾಲೂಕಿನ ಚಿಕ್ಕೇನಕೊಪ್ಪ ಗ್ರಾಮದಲ್ಲಿ ಹಿರಿಯ ಮುಖಂಡ ಶಂಕ್ರನಾಥ ಪಾಟೀಲ ತಮ್ಮ ಬೆಂಬಲಿಗರೊಂದಿಗೆ ಪಕ್ಷಕ್ಕೆ ಸೇರಿದರು. xyxy=(31,2183,358,2192)
twitter-icon[interactable]: t xyxy=(62,88,76,102)
mun-g3r1c2: 350000.00 xyxy=(1180,1674,1261,1686)
story1-photo-caption: ಕ್ರೀಡೆ ಮತ್ತು ಸಾಂಸ್ಕೃತಿಕ ಚಟುವಟಿಕೆಗಳಲ್ಲಿ ಪಾಲ್ಗೊಂಡು ದೈಹಿಕ ಮತ್ತು ಮಾನಸಿಕ ಆರೋಗ್ಯ ಕಾಪಾಡಿಕೊಳ್ಳಬೇಕು ಎಂದು ಜಿಲ್ಲಾಧಿಕಾರಿ ತಿಳಿಸಿದರು. xyxy=(213,535,570,543)
logo-text-left: ಸಂಜೆ xyxy=(667,64,711,93)
uas-r2c0: 3 xyxy=(986,1142,1021,1154)
website-url: sanjevani.com xyxy=(27,71,98,84)
story2-column-1 xyxy=(771,185,935,704)
story8-para-2: ಫೆಬ್ರವರಿ 23 ರಿಂದ 25 ರ ವರೆಗೆ ನಡೆದ ಸ್ಪರ್ಧೆಯಲ್ಲಿ ಸಾಧನೆ ಮಾಡಿದ ವಿದ್ಯಾರ್ಥಿಗಳನ್ನು ಅಭಿನಂದಿಸಲಾಯಿತು. xyxy=(572,2037,743,2058)
